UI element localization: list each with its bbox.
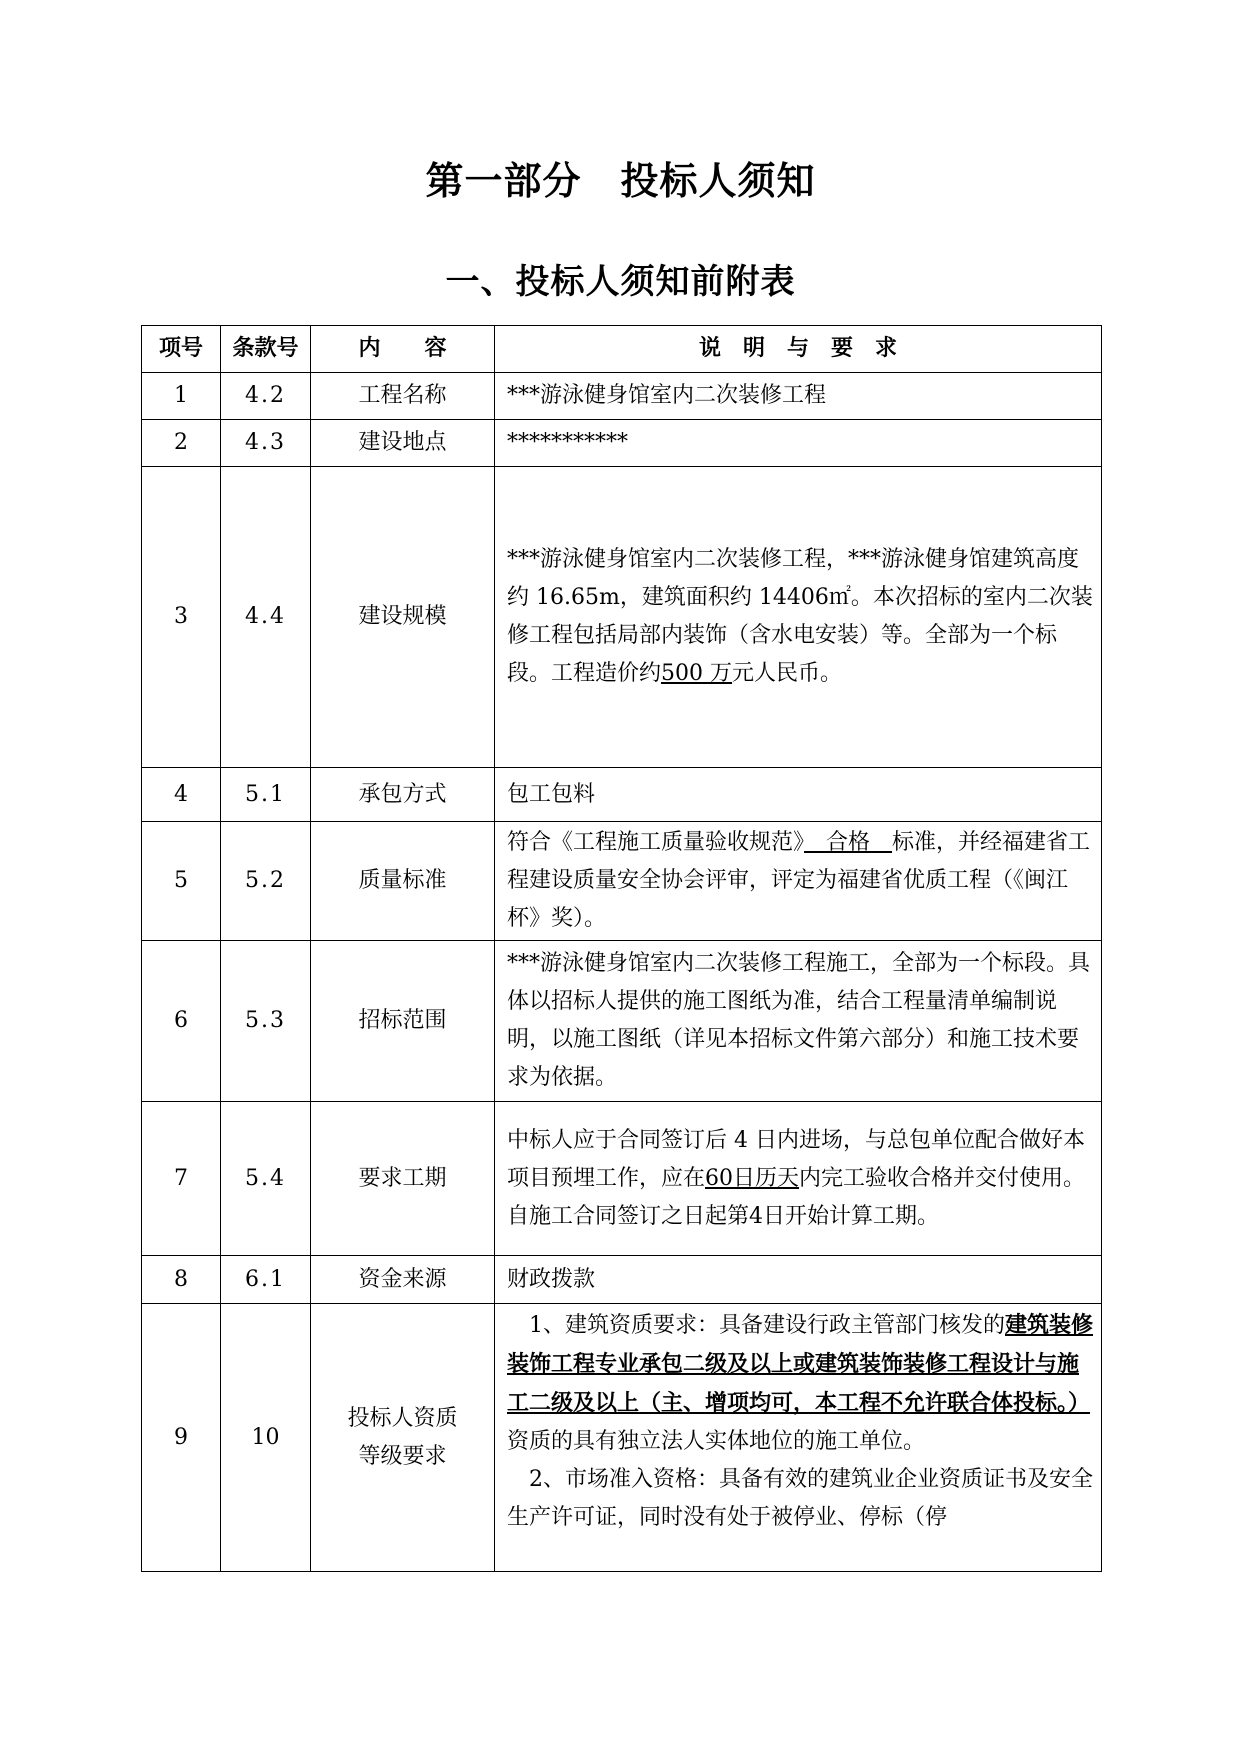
row-desc: *********** xyxy=(495,420,1102,467)
row-num: 4 xyxy=(142,768,221,822)
qualification-requirement: 建筑装修装饰工程专业承包二级及以上或建筑装饰装修工程设计与施工二级及以上（主、增项均可，本工程不允许联合体投标。） xyxy=(507,1312,1094,1416)
row-desc: 包工包料 xyxy=(495,768,1102,822)
row-clause: 5.1 xyxy=(221,768,311,822)
table-row xyxy=(142,1102,1102,1256)
row-num: 5 xyxy=(142,822,221,941)
row-num: 8 xyxy=(142,1256,221,1304)
table-row xyxy=(142,467,1102,768)
header-desc: 说 明 与 要 求 xyxy=(495,326,1102,373)
row-clause: 10 xyxy=(221,1304,311,1572)
row-num: 2 xyxy=(142,420,221,467)
row-item: 建设地点 xyxy=(311,420,495,467)
row-item: 建设规模 xyxy=(311,467,495,768)
header-item: 内 容 xyxy=(311,326,495,373)
desc-text: 资质的具有独立法人实体地位的施工单位。 xyxy=(507,1429,926,1454)
row-clause: 5.4 xyxy=(221,1102,311,1256)
duration-days: 60日历天 xyxy=(705,1165,800,1191)
row-desc: ***游泳健身馆室内二次装修工程施工，全部为一个标段。具体以招标人提供的施工图纸为准，结合工程量清单编制说明，以施工图纸（详见本招标文件第六部分）和施工技术要求为依据。 xyxy=(495,941,1102,1102)
section-title: 一、投标人须知前附表 xyxy=(445,262,796,302)
market-access-paragraph: 2、市场准入资格：具备有效的建筑业企业资质证书及安全生产许可证，同时没有处于被停业、停标（停 xyxy=(507,1467,1093,1530)
desc-text: 标准，并经福建省工程建设质量安全协会评审，评定为福建省优质工程（《闽江杯》奖）。 xyxy=(507,830,1091,931)
row-desc xyxy=(495,822,1102,941)
row-item: 招标范围 xyxy=(311,941,495,1102)
row-num: 3 xyxy=(142,467,221,768)
row-clause: 4.2 xyxy=(221,373,311,420)
table-row xyxy=(142,768,1102,822)
row-desc: ***游泳健身馆室内二次装修工程 xyxy=(495,373,1102,420)
header-clause: 条款号 xyxy=(221,326,311,373)
table-row xyxy=(142,941,1102,1102)
quality-grade: 合格 xyxy=(804,830,893,855)
desc-text: 中标人应于合同签订后 4 日内进场，与总包单位配合做好本项目预埋工作，应在 xyxy=(507,1127,1085,1191)
row-desc xyxy=(495,1304,1102,1572)
table-row xyxy=(142,1304,1102,1572)
page-title: 第一部分 投标人须知 xyxy=(425,159,816,203)
row-item: 资金来源 xyxy=(311,1256,495,1304)
row-desc xyxy=(495,1102,1102,1256)
desc-text: ***游泳健身馆室内二次装修工程，***游泳健身馆建筑高度约 16.65m，建筑面积约 14406㎡。本次招标的室内二次装修工程包括局部内装饰（含水电安装）等。全部为一个标段。工程造价约 xyxy=(507,547,1093,686)
desc-text: 1、建筑资质要求：具备建设行政主管部门核发的 xyxy=(529,1313,1005,1338)
row-clause: 5.3 xyxy=(221,941,311,1102)
cost-amount: 500 万 xyxy=(661,661,733,686)
bidder-notice-table xyxy=(141,325,1102,1572)
row-desc xyxy=(495,467,1102,768)
row-item: 要求工期 xyxy=(311,1102,495,1256)
header-num: 项号 xyxy=(142,326,221,373)
row-num: 9 xyxy=(142,1304,221,1572)
desc-text: 元人民币。 xyxy=(732,661,843,686)
qualification-paragraph xyxy=(507,1306,1093,1461)
table-row xyxy=(142,373,1102,420)
row-item-line: 等级要求 xyxy=(358,1443,447,1469)
desc-text: 符合《工程施工质量验收规范》 xyxy=(507,830,805,855)
desc-text: 内完工验收合格并交付使用。自施工合同签订之日起第4日开始计算工期。 xyxy=(507,1165,1086,1229)
table-row xyxy=(142,420,1102,467)
table-row xyxy=(142,822,1102,941)
row-clause: 4.4 xyxy=(221,467,311,768)
row-item-line: 投标人资质 xyxy=(347,1405,458,1431)
row-item: 承包方式 xyxy=(311,768,495,822)
row-desc: 财政拨款 xyxy=(495,1256,1102,1304)
row-clause: 4.3 xyxy=(221,420,311,467)
row-clause: 6.1 xyxy=(221,1256,311,1304)
row-item: 质量标准 xyxy=(311,822,495,941)
row-num: 1 xyxy=(142,373,221,420)
row-item: 工程名称 xyxy=(311,373,495,420)
row-item xyxy=(311,1304,495,1572)
row-clause: 5.2 xyxy=(221,822,311,941)
table-header-row xyxy=(142,326,1102,373)
row-num: 7 xyxy=(142,1102,221,1256)
row-num: 6 xyxy=(142,941,221,1102)
table-row xyxy=(142,1256,1102,1304)
